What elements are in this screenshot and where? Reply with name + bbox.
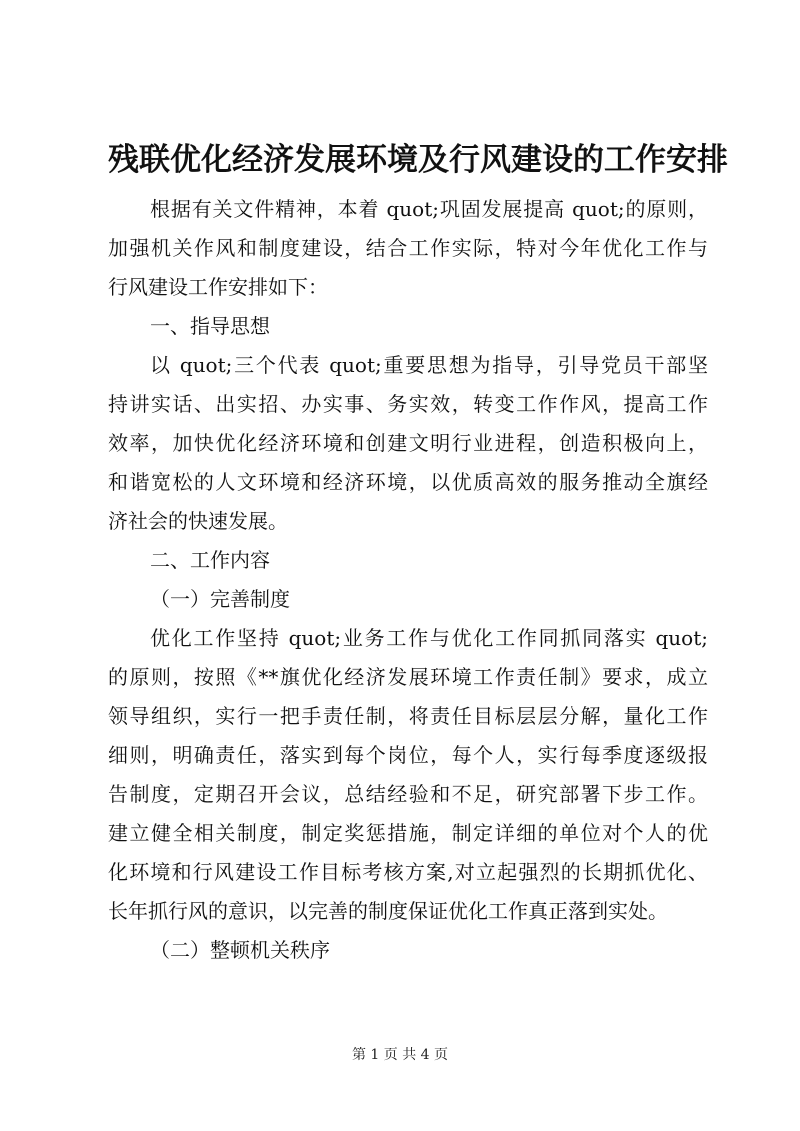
paragraph-line: 加强机关作风和制度建设，结合工作实际，特对今年优化工作与 <box>108 236 708 260</box>
page-number-footer: 第 1 页 共 4 页 <box>351 1047 449 1063</box>
paragraph-line: 建立健全相关制度，制定奖惩措施，制定详细的单位对个人的优 <box>108 821 708 845</box>
section-heading: 二、工作内容 <box>150 548 270 572</box>
paragraph-line: 长年抓行风的意识，以完善的制度保证优化工作真正落到实处。 <box>108 899 668 923</box>
subsection-heading: （二）整顿机关秩序 <box>150 938 330 962</box>
paragraph-line: 以 quot;三个代表 quot;重要思想为指导，引导党员干部坚 <box>150 353 708 377</box>
paragraph-line: 济社会的快速发展。 <box>108 509 288 533</box>
paragraph-line: 优化工作坚持 quot;业务工作与优化工作同抓同落实 quot; <box>150 626 708 650</box>
paragraph-line: 根据有关文件精神，本着 quot;巩固发展提高 quot;的原则， <box>150 197 708 221</box>
paragraph-line: 持讲实话、出实招、办实事、务实效，转变工作作风，提高工作 <box>108 392 708 416</box>
paragraph-line: 行风建设工作安排如下： <box>108 275 328 299</box>
paragraph-line: 化环境和行风建设工作目标考核方案,对立起强烈的长期抓优化、 <box>108 860 708 884</box>
document-body <box>108 190 708 970</box>
subsection-heading: （一）完善制度 <box>150 587 290 611</box>
paragraph-line: 领导组织，实行一把手责任制，将责任目标层层分解，量化工作 <box>108 704 708 728</box>
paragraph-line: 效率，加快优化经济环境和创建文明行业进程，创造积极向上， <box>108 431 708 455</box>
paragraph-line: 细则，明确责任，落实到每个岗位，每个人，实行每季度逐级报 <box>108 743 708 767</box>
paragraph-line: 的原则，按照《**旗优化经济发展环境工作责任制》要求，成立 <box>108 665 708 689</box>
paragraph-line: 和谐宽松的人文环境和经济环境，以优质高效的服务推动全旗经 <box>108 470 708 494</box>
section-heading: 一、指导思想 <box>150 314 270 338</box>
document-title: 残联优化经济发展环境及行风建设的工作安排 <box>108 142 728 178</box>
paragraph-line: 告制度，定期召开会议，总结经验和不足，研究部署下步工作。 <box>108 782 708 806</box>
